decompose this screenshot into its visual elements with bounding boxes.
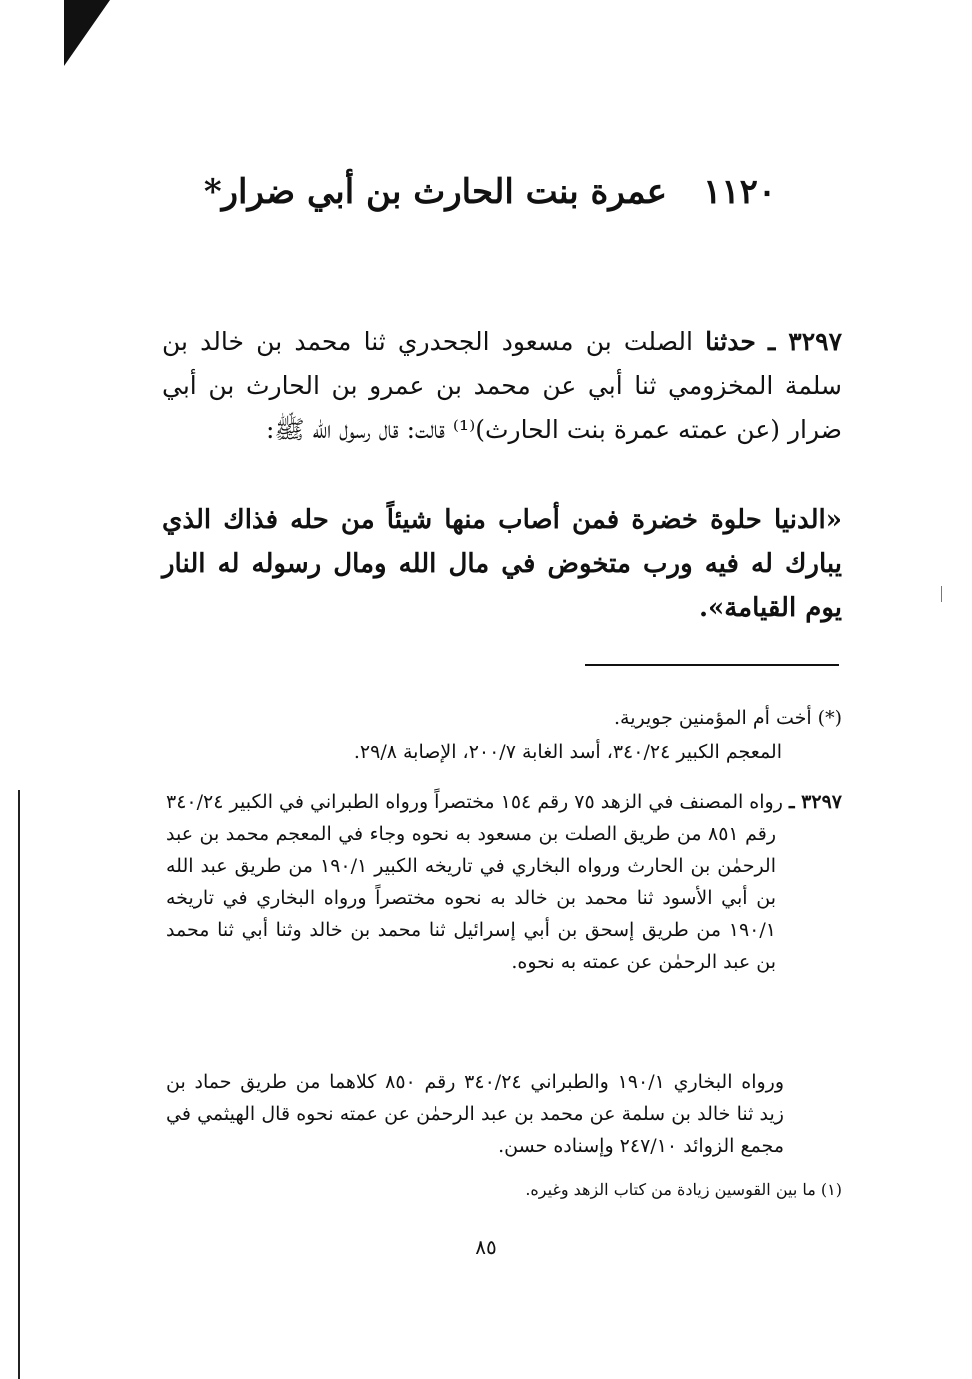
corner-mark <box>64 0 110 66</box>
footnote-1: (١) ما بين القوسين زيادة من كتاب الزهد وغيره. <box>525 1180 842 1199</box>
chapter-heading <box>150 168 830 216</box>
scan-mark <box>941 586 942 602</box>
footnote-star-line2: المعجم الكبير ٣٤٠/٢٤، أسد الغابة ٢٠٠/٧، الإصابة ٢٩/٨. <box>353 741 782 763</box>
hadith-number: ٣٢٩٧ ـ <box>768 327 842 356</box>
hadith-isnad-text: الصلت بن مسعود الجحدري ثنا محمد بن خالد بن سلمة المخزومي ثنا أبي عن محمد بن عمرو بن الحارث بن أبي ضرار (عن عمته عمرة بنت الحارث)⁽¹⁾ قالت: قال رسول الله ﷺ: <box>162 327 842 444</box>
footnote-3297-number: ٣٢٩٧ ـ <box>788 791 842 813</box>
footnote-3297-body <box>166 786 842 978</box>
footnote-3297-continuation: ورواه البخاري ١٩٠/١ والطبراني ٣٤٠/٢٤ رقم ٨٥٠ كلاهما من طريق حماد بن زيد ثنا خالد بن سلمة عن محمد بن عبد الرحمٰن عن عمته نحوه قال الهيثمي في مجمع الزوائد ٢٤٧/١٠ وإسناده حسن. <box>166 1071 785 1157</box>
footnote-star-line1: (*) أخت أم المؤمنين جويرية. <box>613 707 842 729</box>
hadith-isnad <box>162 320 842 452</box>
hadith-lead-word: حدثنا <box>705 327 756 356</box>
page-edge-line <box>18 790 20 1379</box>
footnote-separator <box>585 664 839 666</box>
footnote-3297-text: رواه المصنف في الزهد ٧٥ رقم ١٥٤ مختصراً ورواه الطبراني في الكبير ٣٤٠/٢٤ رقم ٨٥١ من طريق الصلت بن مسعود به نحوه وجاء في المعجم محمد بن عبد الرحمٰن بن الحارث ورواه البخاري في تاريخه الكبير ١٩٠/١ من طريق عبد الله بن أبي الأسود ثنا محمد بن خالد به نحوه مختصراً ورواه البخاري في تاريخه ١٩٠/١ من طريق إسحق بن أبي إسرائيل ثنا محمد بن خالد وثنا أبي ثنا محمد بن عبد الرحمٰن عن عمته به نحوه. <box>166 791 783 973</box>
chapter-number: ١١٢٠ <box>703 172 777 212</box>
footnote-3297 <box>166 786 842 978</box>
chapter-title: عمرة بنت الحارث بن أبي ضرار* <box>203 172 668 212</box>
hadith-matn: «الدنيا حلوة خضرة فمن أصاب منها شيئاً من حله فذاك الذي يبارك له فيه ورب متخوض في مال الله ومال رسوله له النار يوم القيامة». <box>162 505 842 623</box>
page-number: ٨٥ <box>475 1235 497 1259</box>
